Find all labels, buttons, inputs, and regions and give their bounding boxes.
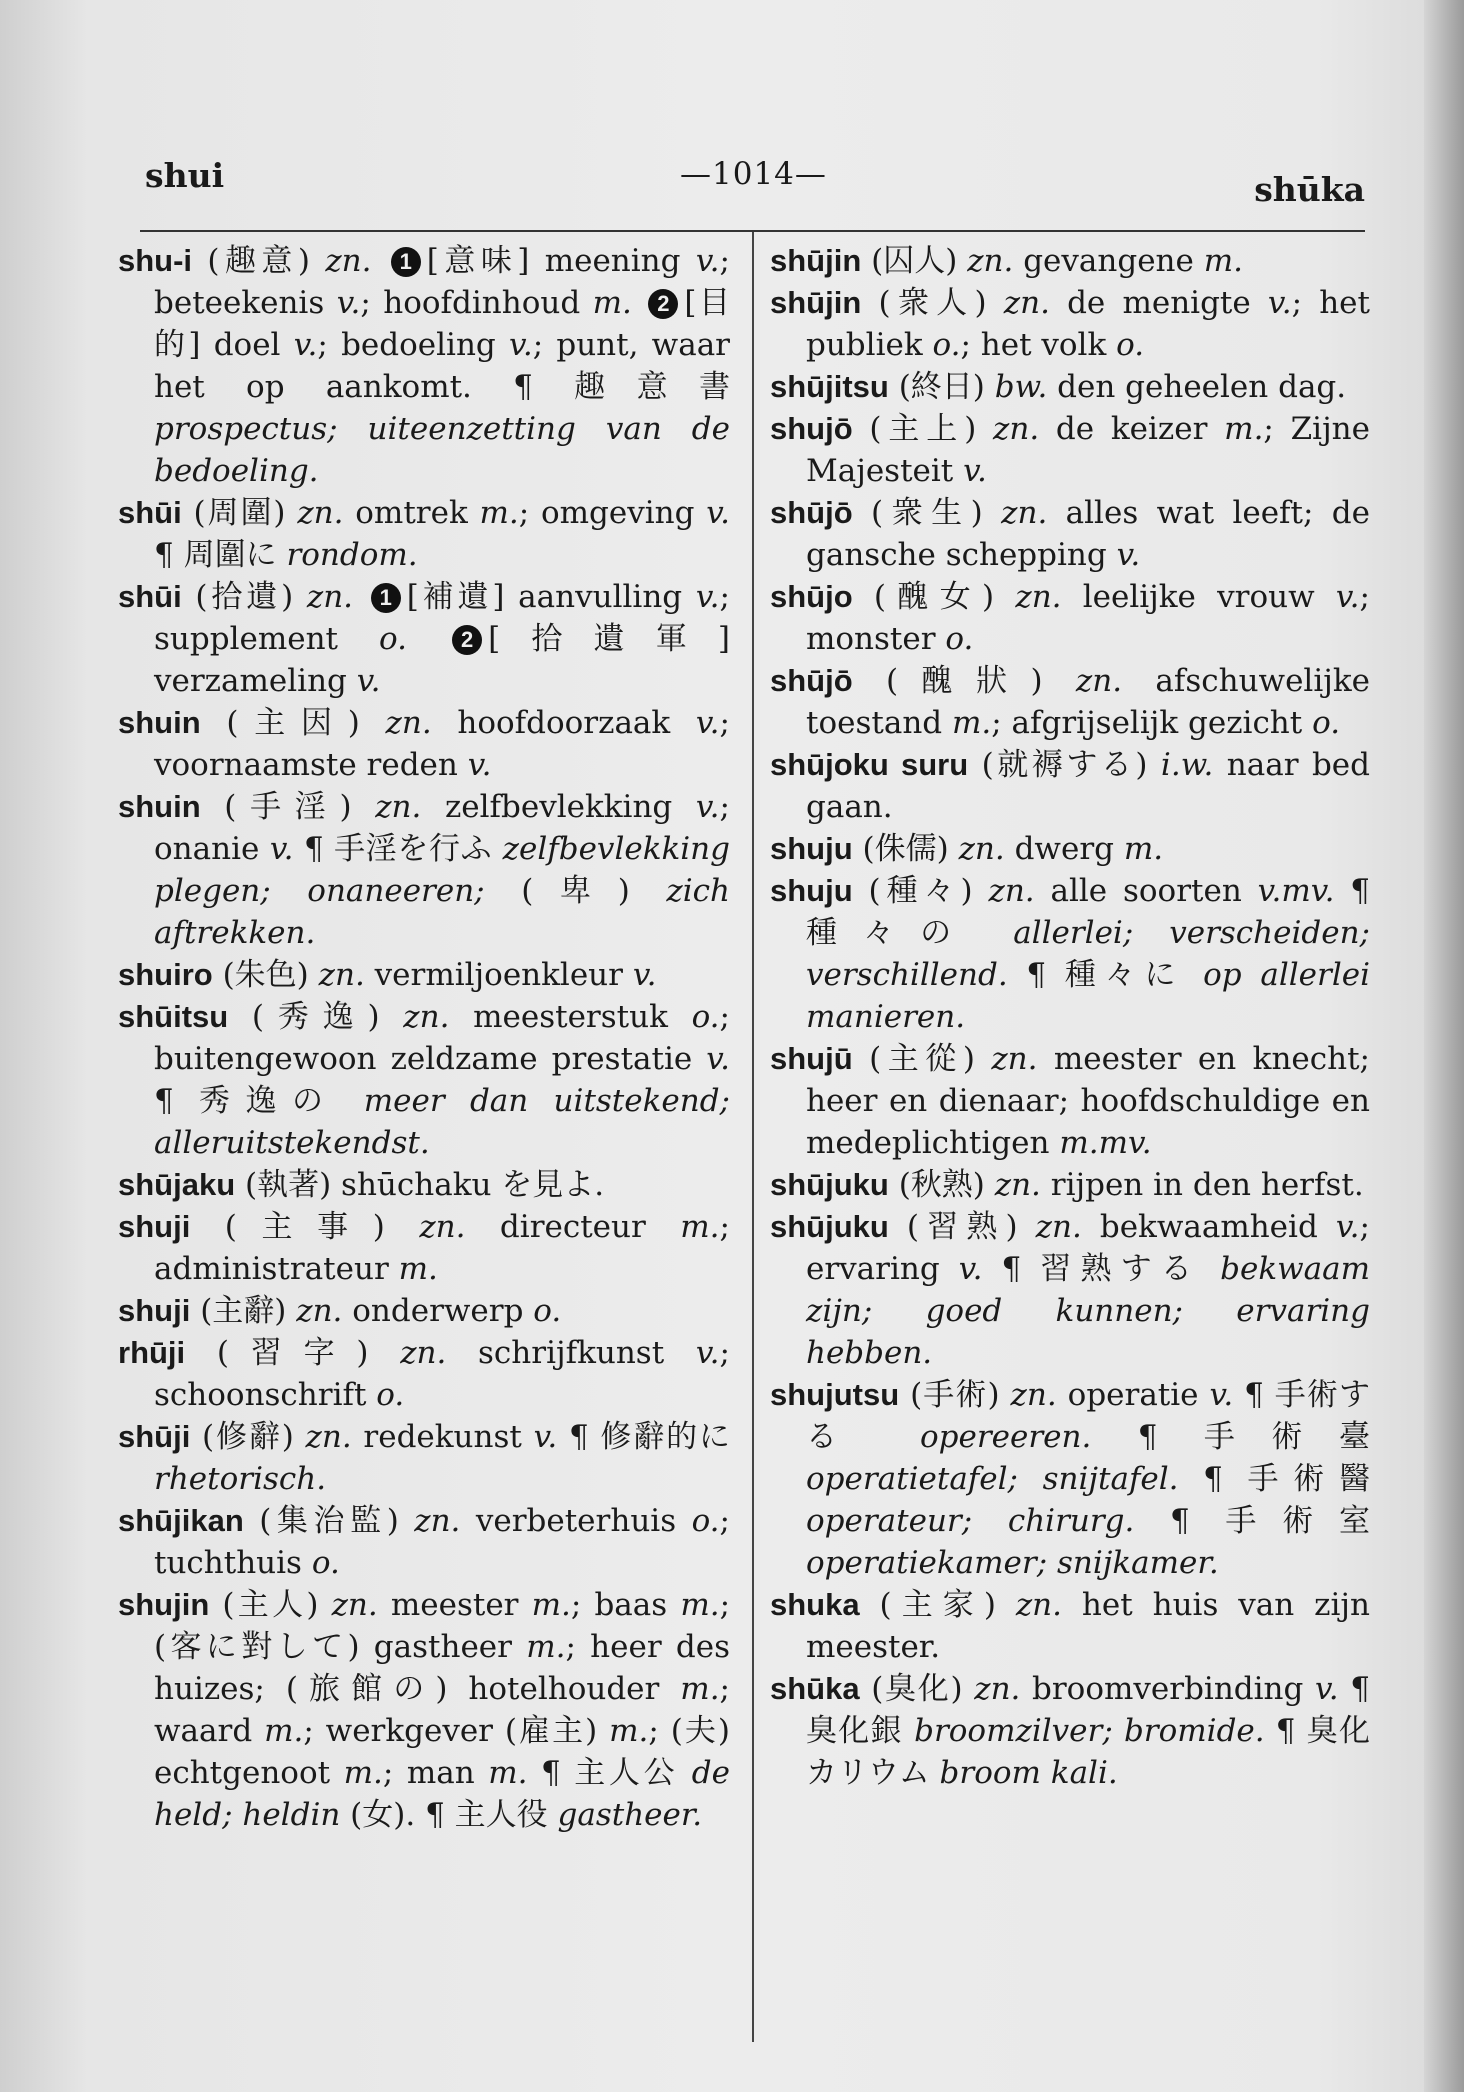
- entry-headword: shuju: [770, 873, 853, 908]
- dictionary-entry: [118, 1500, 730, 1584]
- dictionary-entry: [770, 870, 1370, 1038]
- right-column: [770, 240, 1370, 1794]
- entry-definition: (醜女) zn. leelijke vrouw v.; monster o.: [806, 579, 1370, 657]
- dictionary-entry: [770, 492, 1370, 576]
- entry-headword: shūjitsu: [770, 369, 889, 404]
- column-divider: [752, 232, 754, 2042]
- entry-headword: shuji: [118, 1293, 191, 1328]
- dictionary-entry: [770, 1668, 1370, 1794]
- entry-definition: (侏儒) zn. dwerg m.: [852, 831, 1164, 867]
- entry-headword: shuin: [118, 705, 201, 740]
- dictionary-entry: [118, 954, 730, 996]
- entry-headword: shūjaku: [118, 1167, 236, 1202]
- page-edge-shadow: [1424, 0, 1464, 2092]
- entry-definition: (臭化) zn. broomverbinding v. ¶ 臭化銀 broomzilver; bromide. ¶ 臭化カリウム broom kali.: [806, 1671, 1370, 1791]
- entry-definition: (拾遺) zn. 1 [補遺] aanvulling v.; supplement o. 2 [拾遺軍] verzameling v.: [154, 579, 730, 699]
- entry-headword: shūjikan: [118, 1503, 244, 1538]
- dictionary-entry: [770, 828, 1370, 870]
- entry-definition: (主從) zn. meester en knecht; heer en dienaar; hoofdschuldige en medeplichtigen m.mv.: [806, 1041, 1370, 1161]
- dictionary-entry: [118, 702, 730, 786]
- dictionary-entry: [770, 240, 1370, 282]
- dictionary-entry: [770, 1164, 1370, 1206]
- dictionary-entry: [770, 1374, 1370, 1584]
- entry-headword: shuka: [770, 1587, 860, 1622]
- entry-headword: shūka: [770, 1671, 860, 1706]
- entry-headword: shūjin: [770, 243, 862, 278]
- dictionary-entry: [118, 1332, 730, 1416]
- header-right-guideword: shūka: [1254, 170, 1365, 209]
- entry-headword: shūjō: [770, 495, 853, 530]
- entry-headword: shujin: [118, 1587, 210, 1622]
- entry-headword: shujū: [770, 1041, 853, 1076]
- entry-definition: (就褥する) i.w. naar bed gaan.: [806, 747, 1370, 825]
- entry-definition: (終日) bw. den geheelen dag.: [888, 369, 1347, 405]
- dictionary-entry: [118, 240, 730, 492]
- dictionary-entry: [770, 1038, 1370, 1164]
- entry-definition: (集治監) zn. verbeterhuis o.; tuchthuis o.: [154, 1503, 730, 1581]
- left-column: [118, 240, 730, 1836]
- entry-definition: (主事) zn. directeur m.; administrateur m.: [154, 1209, 730, 1287]
- entry-headword: shuju: [770, 831, 853, 866]
- entry-headword: shūji: [118, 1419, 191, 1454]
- entry-definition: (主人) zn. meester m.; baas m.; (客に對して) gastheer m.; heer des huizes; (旅館の) hotelhouder m.; waard m.; werkgever (雇主) m.; (夫) echtgenoot m.; man m. ¶ 主人公 de held; heldin (女). ¶ 主人役 gastheer.: [154, 1587, 731, 1833]
- entry-headword: shūjin: [770, 285, 862, 320]
- entry-definition: (趣意) zn. 1 [意味] meening v.; beteekenis v.; hoofdinhoud m. 2 [目的] doel v.; bedoeling v.; punt, waar het op aankomt. ¶ 趣意書 prospectus; uiteenzetting van de bedoeling.: [154, 243, 731, 489]
- dictionary-entry: [118, 576, 730, 702]
- dictionary-entry: [118, 996, 730, 1164]
- entry-definition: (囚人) zn. gevangene m.: [861, 243, 1243, 279]
- dictionary-entry: [118, 1206, 730, 1290]
- entry-headword: shuin: [118, 789, 201, 824]
- entry-definition: (手術) zn. operatie v. ¶ 手術する opereeren. ¶ 手術臺 operatietafel; snijtafel. ¶ 手術醫 operateur; chirurg. ¶ 手術室 operatiekamer; snijkamer.: [806, 1377, 1370, 1581]
- entry-headword: shūitsu: [118, 999, 229, 1034]
- header-left-guideword: shui: [145, 156, 225, 195]
- entry-definition: (執著) shūchaku を見よ.: [235, 1167, 605, 1203]
- page-header: [140, 150, 1365, 210]
- entry-definition: (主上) zn. de keizer m.; Zijne Majesteit v.: [806, 411, 1370, 489]
- entry-definition: (習熟) zn. bekwaamheid v.; ervaring v. ¶ 習熟する bekwaam zijn; goed kunnen; ervaring hebben.: [806, 1209, 1370, 1371]
- entry-definition: (主辭) zn. onderwerp o.: [190, 1293, 562, 1329]
- entry-headword: shujutsu: [770, 1377, 900, 1412]
- dictionary-entry: [770, 1206, 1370, 1374]
- entry-headword: shūi: [118, 495, 182, 530]
- entry-headword: shuiro: [118, 957, 213, 992]
- entry-headword: shu-i: [118, 243, 193, 278]
- entry-headword: shūjoku suru: [770, 747, 969, 782]
- entry-definition: (主因) zn. hoofdoorzaak v.; voornaamste reden v.: [154, 705, 730, 783]
- entry-headword: shūjō: [770, 663, 853, 698]
- entry-definition: (秋熟) zn. rijpen in den herfst.: [888, 1167, 1364, 1203]
- entry-headword: shuji: [118, 1209, 191, 1244]
- dictionary-entry: [118, 1164, 730, 1206]
- entry-headword: shujō: [770, 411, 853, 446]
- entry-definition: (種々) zn. alle soorten v.mv. ¶ 種々の allerlei; verscheiden; verschillend. ¶ 種々に op allerlei manieren.: [806, 873, 1370, 1035]
- entry-definition: (衆生) zn. alles wat leeft; de gansche schepping v.: [806, 495, 1370, 573]
- entry-headword: shūjuku: [770, 1209, 889, 1244]
- dictionary-entry: [770, 1584, 1370, 1668]
- entry-definition: (修辭) zn. redekunst v. ¶ 修辭的に rhetorisch.: [154, 1419, 730, 1497]
- page-number: —1014—: [680, 156, 827, 192]
- entry-definition: (習字) zn. schrijfkunst v.; schoonschrift o.: [154, 1335, 730, 1413]
- dictionary-entry: [770, 408, 1370, 492]
- entry-definition: (周圍) zn. omtrek m.; omgeving v. ¶ 周圍に rondom.: [154, 495, 730, 573]
- dictionary-entry: [118, 1584, 730, 1836]
- entry-headword: rhūji: [118, 1335, 186, 1370]
- dictionary-entry: [770, 366, 1370, 408]
- entry-definition: (手淫) zn. zelfbevlekking v.; onanie v. ¶ 手淫を行ふ zelfbevlekking plegen; onaneeren; (卑) zich aftrekken.: [154, 789, 730, 951]
- dictionary-entry: [770, 576, 1370, 660]
- entry-definition: (朱色) zn. vermiljoenkleur v.: [212, 957, 657, 993]
- dictionary-entry: [118, 1290, 730, 1332]
- entry-headword: shūjuku: [770, 1167, 889, 1202]
- dictionary-entry: [770, 282, 1370, 366]
- dictionary-entry: [770, 744, 1370, 828]
- dictionary-entry: [118, 1416, 730, 1500]
- entry-definition: (秀逸) zn. meesterstuk o.; buitengewoon zeldzame prestatie v. ¶ 秀逸の meer dan uitstekend; alleruitstekendst.: [154, 999, 730, 1161]
- dictionary-entry: [118, 786, 730, 954]
- entry-definition: (醜狀) zn. afschuwelijke toestand m.; afgrijselijk gezicht o.: [806, 663, 1370, 741]
- dictionary-entry: [118, 492, 730, 576]
- dictionary-entry: [770, 660, 1370, 744]
- entry-headword: shūjo: [770, 579, 853, 614]
- entry-definition: (主家) zn. het huis van zijn meester.: [806, 1587, 1370, 1665]
- entry-headword: shūi: [118, 579, 182, 614]
- entry-definition: (衆人) zn. de menigte v.; het publiek o.; het volk o.: [806, 285, 1370, 363]
